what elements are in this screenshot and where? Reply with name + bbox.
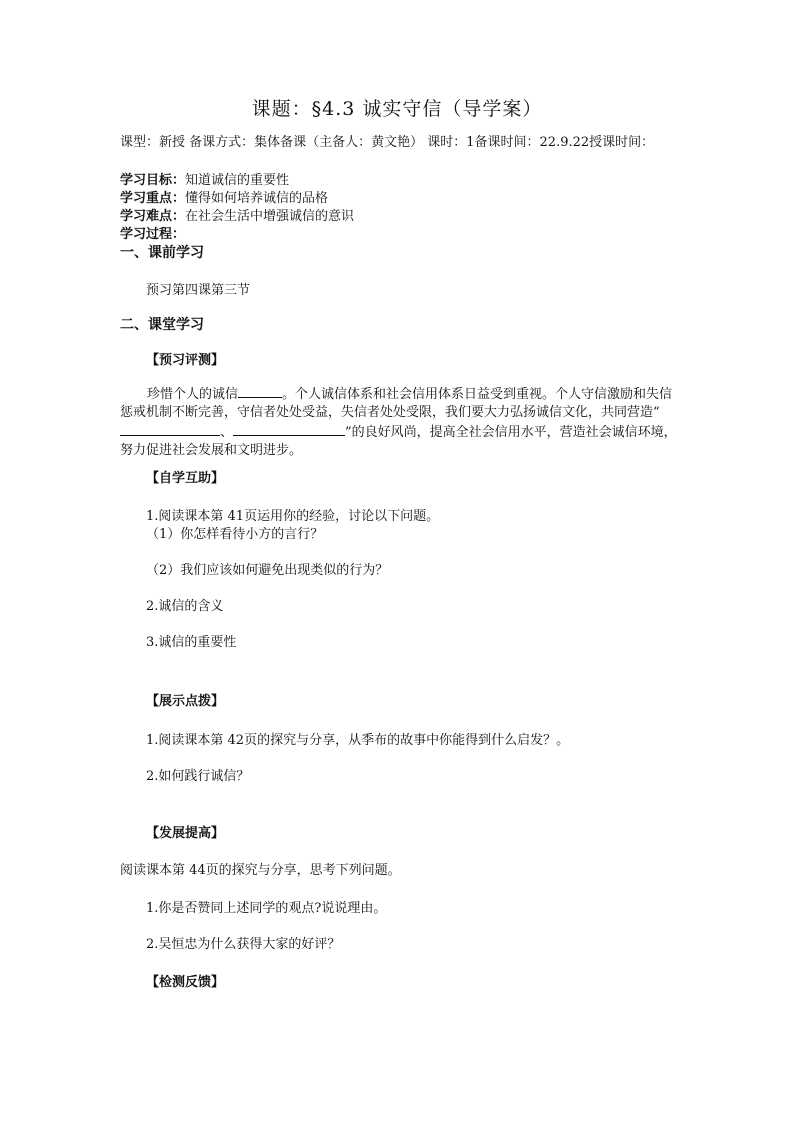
fill-blank-2[interactable] — [120, 422, 220, 436]
develop-heading: 【发展提高】 — [146, 826, 225, 841]
display-guide-question-1: 1.阅读课本第 42页的探究与分享，从季布的故事中你能得到什么启发？。 — [146, 733, 570, 748]
develop-question-2: 2.吴恒忠为什么获得大家的好评？ — [146, 937, 341, 952]
learning-difficulty-label: 学习难点： — [120, 209, 186, 224]
preview-test-paragraph — [120, 384, 680, 460]
pre-class-item: 预习第四课第三节 — [146, 283, 251, 298]
section-pre-class-title: 一、课前学习 — [120, 245, 204, 261]
lesson-meta-info: 课型：新授 备课方式：集体备课（主备人：黄文艳） 课时：1备课时间：22.9.22授课时间： — [120, 135, 655, 150]
learning-focus-text: 懂得如何培养诚信的品格 — [185, 191, 329, 206]
self-study-question-3: 3.诚信的重要性 — [146, 635, 237, 650]
section-in-class-title: 二、课堂学习 — [120, 317, 204, 333]
display-guide-question-2: 2.如何践行诚信？ — [146, 769, 250, 784]
self-study-question-1: 1.阅读课本第 41页运用你的经验，讨论以下问题。 — [146, 509, 440, 524]
preview-text-3: 、 — [220, 425, 234, 440]
develop-intro: 阅读课本第 44页的探究与分享，思考下列问题。 — [120, 863, 401, 878]
preview-text-1: 珍惜个人的诚信 — [147, 387, 239, 402]
develop-question-1: 1.你是否赞同上述同学的观点?说说理由。 — [146, 901, 387, 916]
display-guide-heading: 【展示点拨】 — [146, 694, 225, 709]
self-study-question-1a: （1）你怎样看待小方的言行？ — [146, 527, 324, 542]
learning-difficulty-text: 在社会生活中增强诚信的意识 — [185, 209, 355, 224]
learning-goal-label: 学习目标： — [120, 173, 186, 188]
fill-blank-3[interactable] — [233, 422, 345, 436]
self-study-heading: 【自学互助】 — [146, 471, 225, 486]
preview-test-heading: 【预习评测】 — [146, 353, 225, 368]
learning-goal-line — [120, 172, 289, 190]
self-study-question-2: 2.诚信的含义 — [146, 599, 224, 614]
preview-text-2: 。个人诚信体系和社会信用体系日益受到重视。个人守信激励和失信惩戒机制不断完善，守信者处处受益，失信者处处受限，我们要大力弘扬诚信文化，共同营造“ — [120, 387, 673, 420]
learning-focus-label: 学习重点： — [120, 191, 186, 206]
page-title: 课题：§4.3 诚实守信（导学案） — [251, 98, 543, 120]
learning-focus-line — [120, 190, 328, 208]
preview-text-4: ”的良好风尚，提高全社会信用水平，营造社会诚信环境，努力促进社会发展和文明进步。 — [120, 425, 677, 458]
learning-process-label: 学习过程： — [120, 227, 186, 242]
fill-blank-1[interactable] — [238, 384, 282, 398]
learning-difficulty-line — [120, 208, 354, 226]
feedback-heading: 【检测反馈】 — [146, 975, 225, 990]
learning-goal-text: 知道诚信的重要性 — [185, 173, 290, 188]
self-study-question-1b: （2）我们应该如何避免出现类似的行为？ — [146, 563, 389, 578]
